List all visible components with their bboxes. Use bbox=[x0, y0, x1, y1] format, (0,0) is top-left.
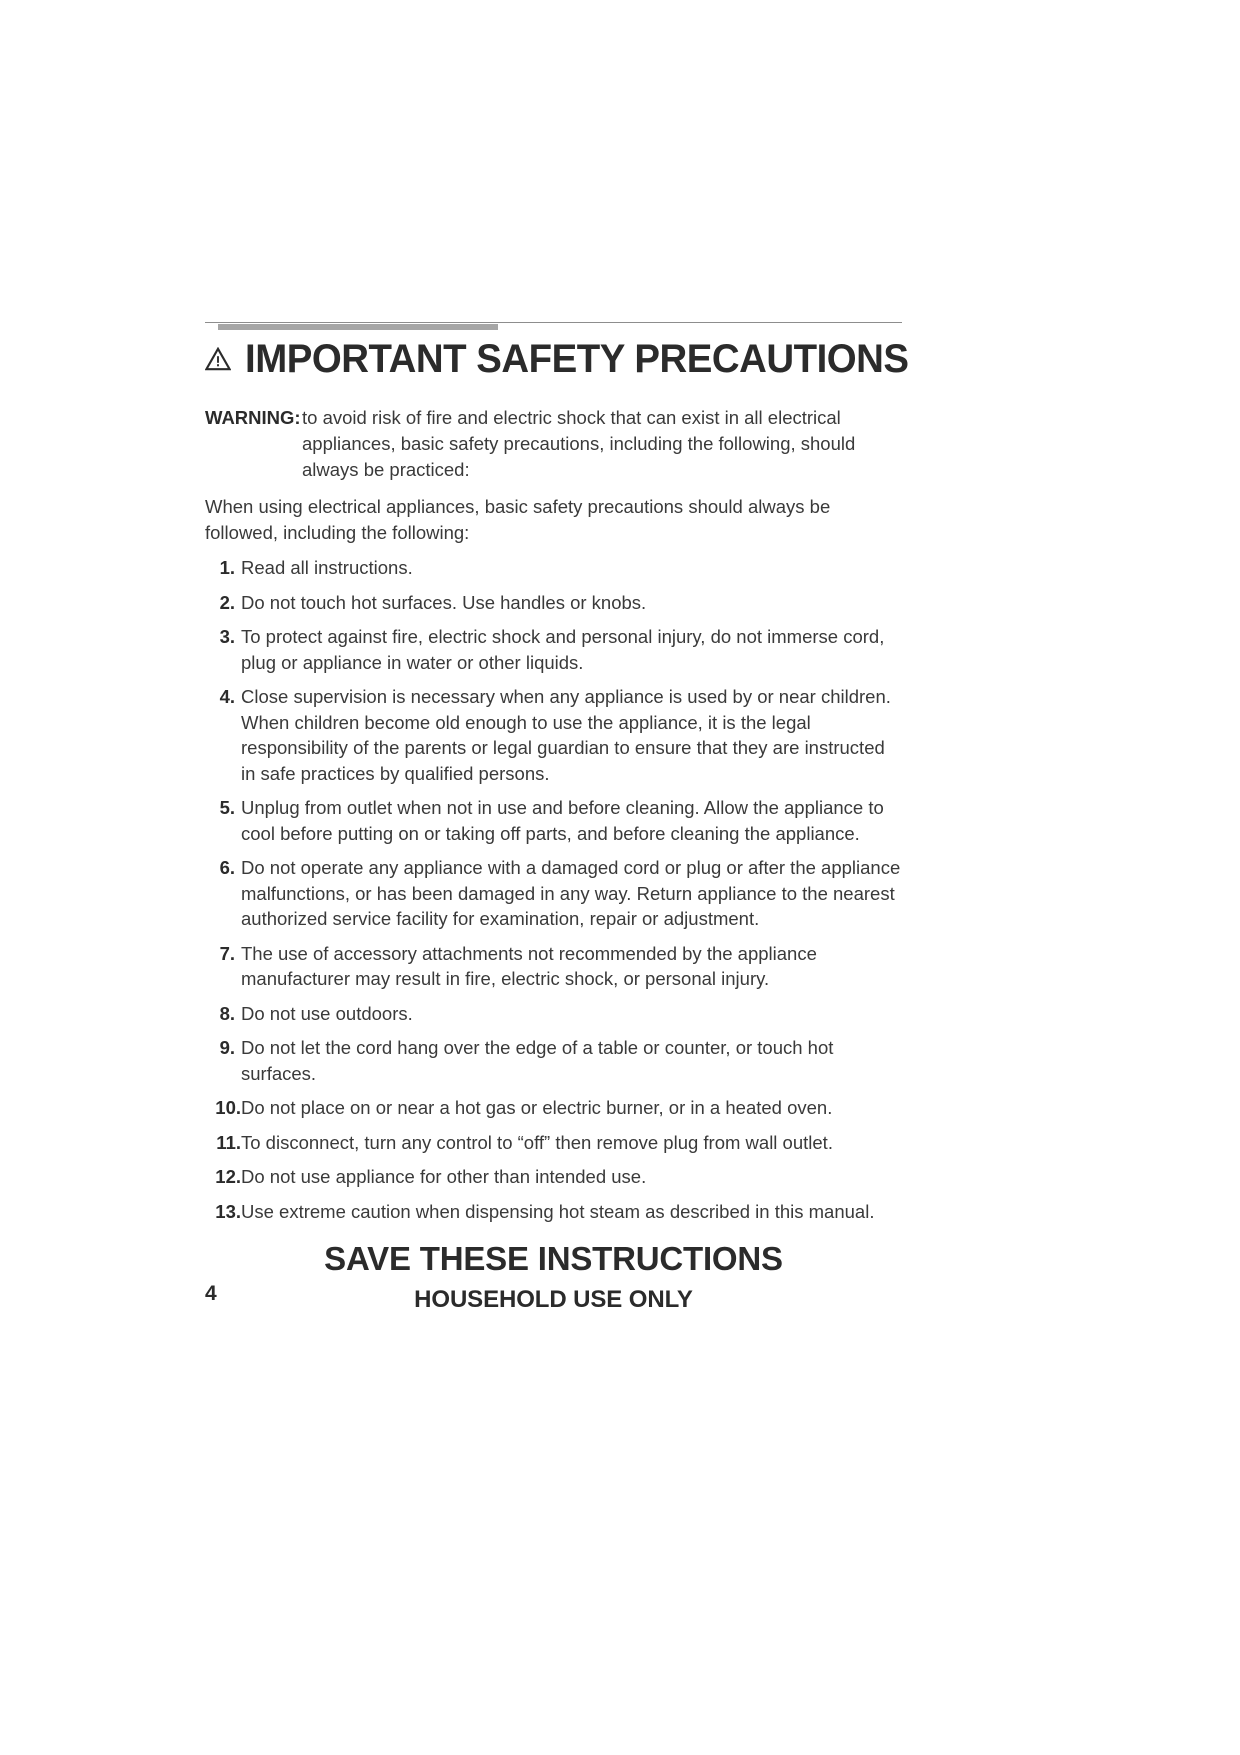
list-item bbox=[205, 1095, 902, 1121]
list-item-number: 4. bbox=[219, 686, 235, 707]
list-item-text: To disconnect, turn any control to “off” then remove plug from wall outlet. bbox=[241, 1131, 833, 1153]
list-item bbox=[205, 1164, 902, 1190]
list-item-number: 8. bbox=[219, 1002, 235, 1024]
list-item-text: Use extreme caution when dispensing hot steam as described in this manual. bbox=[241, 1200, 875, 1222]
list-item-text: Unplug from outlet when not in use and before cleaning. Allow the appliance to cool before putting on or taking off parts, and before cleaning the appliance. bbox=[241, 797, 884, 844]
list-item-number: 12. bbox=[215, 1166, 241, 1187]
list-item-number: 10. bbox=[215, 1097, 241, 1118]
list-item-text: Read all instructions. bbox=[241, 557, 413, 578]
instructions-list bbox=[205, 555, 902, 1224]
list-item-text: Do not use outdoors. bbox=[241, 1002, 413, 1024]
list-item-text: Do not let the cord hang over the edge of a table or counter, or touch hot surfaces. bbox=[241, 1037, 834, 1084]
list-item bbox=[205, 941, 902, 992]
list-item-number: 5. bbox=[219, 797, 235, 818]
list-item-number: 1. bbox=[219, 557, 235, 578]
list-item-text: To protect against fire, electric shock and personal injury, do not immerse cord, plug or appliance in water or other liquids. bbox=[241, 626, 885, 673]
list-item bbox=[205, 795, 902, 846]
list-item-text: The use of accessory attachments not recommended by the appliance manufacturer may result in fire, electric shock, or personal injury. bbox=[241, 942, 817, 989]
list-item-number: 2. bbox=[219, 591, 235, 613]
warning-label: WARNING: bbox=[205, 407, 301, 428]
save-instructions-heading: SAVE THESE INSTRUCTIONS bbox=[324, 1240, 783, 1277]
list-item bbox=[205, 555, 902, 581]
list-item-text: Do not use appliance for other than intended use. bbox=[241, 1166, 647, 1187]
list-item-number: 13. bbox=[215, 1200, 241, 1222]
page-number: 4 bbox=[205, 1282, 217, 1305]
warning-triangle-icon bbox=[205, 347, 231, 371]
list-item bbox=[205, 1199, 902, 1225]
page-title-text: IMPORTANT SAFETY PRECAUTIONS bbox=[245, 337, 909, 381]
list-item-text: Close supervision is necessary when any appliance is used by or near children. When children become old enough to use the appliance, it is the legal responsibility of the parents or legal guardian to ensure that they are instructed in safe practices by qualified persons. bbox=[241, 686, 891, 784]
page-content bbox=[205, 320, 909, 1314]
header-rule bbox=[205, 320, 902, 329]
list-item-number: 3. bbox=[219, 626, 235, 647]
intro-paragraph: When using electrical appliances, basic safety precautions should always be followed, including the following: bbox=[205, 496, 831, 543]
header-hairline bbox=[205, 322, 902, 323]
warning-block bbox=[205, 405, 902, 483]
list-item bbox=[205, 684, 902, 786]
list-item-text: Do not place on or near a hot gas or electric burner, or in a heated oven. bbox=[241, 1097, 833, 1118]
list-item-number: 7. bbox=[219, 942, 235, 964]
list-item-text: Do not touch hot surfaces. Use handles or knobs. bbox=[241, 591, 647, 613]
list-item-number: 11. bbox=[216, 1131, 241, 1153]
list-item bbox=[205, 855, 902, 932]
list-item bbox=[205, 1130, 902, 1156]
list-item bbox=[205, 590, 902, 616]
warning-body: to avoid risk of fire and electric shock that can exist in all electrical appliances, basic safety precautions, including the following, should always be practiced: bbox=[302, 407, 856, 480]
list-item-number: 9. bbox=[219, 1037, 235, 1058]
page-title bbox=[205, 337, 909, 381]
list-item-number: 6. bbox=[219, 857, 235, 878]
list-item bbox=[205, 1001, 902, 1027]
list-item bbox=[205, 624, 902, 675]
header-thick-bar bbox=[218, 324, 498, 330]
list-item bbox=[205, 1035, 902, 1086]
household-use-heading: HOUSEHOLD USE ONLY bbox=[414, 1285, 693, 1313]
list-item-text: Do not operate any appliance with a damaged cord or plug or after the appliance malfunctions, or has been damaged in any way. Return appliance to the nearest authorized service facility for examination, repair or adjustment. bbox=[241, 857, 901, 929]
